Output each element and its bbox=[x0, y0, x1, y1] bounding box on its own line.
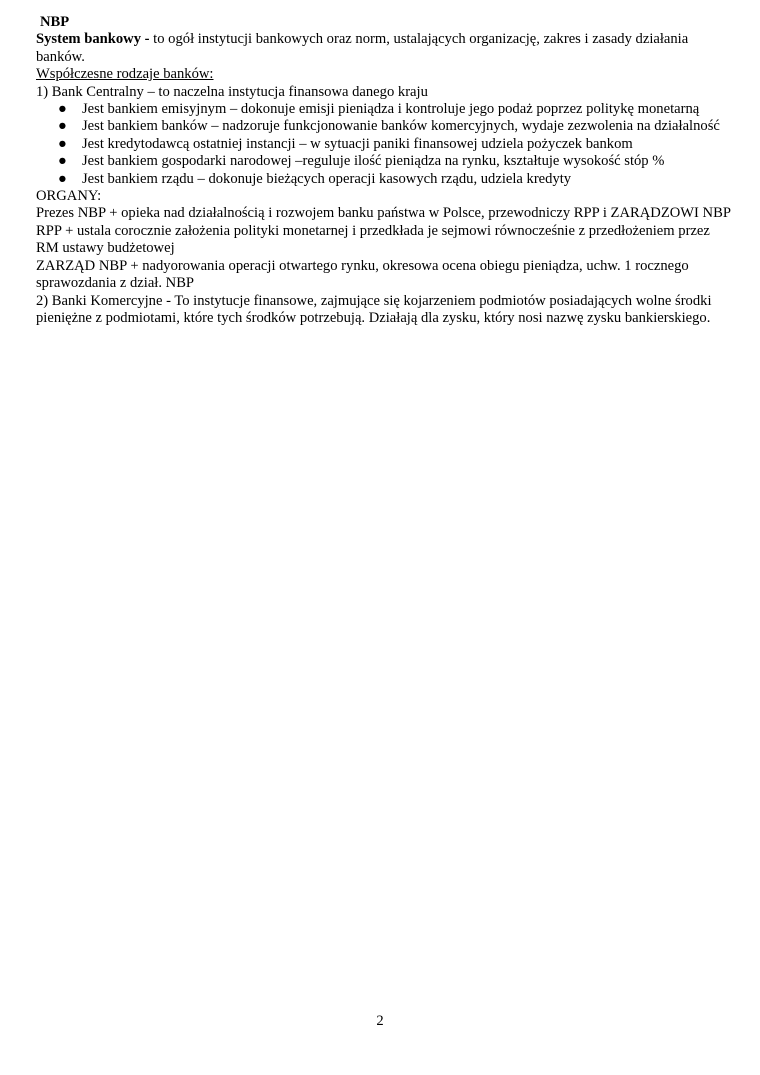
bullet-icon: ● bbox=[58, 135, 67, 152]
list-item bbox=[36, 101, 736, 118]
list-item bbox=[36, 171, 736, 188]
definition-paragraph bbox=[36, 31, 736, 66]
document-title: NBP bbox=[40, 14, 70, 30]
central-bank-points bbox=[36, 101, 736, 188]
bullet-icon: ● bbox=[58, 101, 67, 118]
list-item bbox=[36, 136, 736, 153]
section-heading: Współczesne rodzaje banków: bbox=[36, 66, 214, 83]
list-item-text: Jest bankiem gospodarki narodowej –reguluje ilość pieniądza na rynku, kształtuje wysokość stóp % bbox=[82, 153, 665, 170]
bullet-icon: ● bbox=[58, 170, 67, 187]
organ-paragraph: RPP + ustala corocznie założenia polityki monetarnej i przedkłada je sejmowi równocześnie z przedłożeniem przez RM ustawy budżetowej bbox=[36, 222, 710, 257]
bullet-icon: ● bbox=[58, 118, 67, 135]
definition-term: System bankowy - bbox=[36, 31, 150, 48]
organ-paragraph: Prezes NBP + opieka nad działalnością i rozwojem banku państwa w Polsce, przewodniczy RPP i ZARĄDZOWI NBP bbox=[36, 205, 731, 222]
page-number: 2 bbox=[376, 1013, 384, 1029]
list-item-text: Jest bankiem rządu – dokonuje bieżących operacji kasowych rządu, udziela kredyty bbox=[82, 170, 572, 187]
commercial-banks-paragraph: 2) Banki Komercyjne - To instytucje finansowe, zajmujące się kojarzeniem podmiotów posiadających wolne środki pieniężne z podmiotami, które tych środków potrzebują. Działają dla zysku, który nosi nazwę zysku bankierskiego. bbox=[36, 292, 712, 326]
organs-heading: ORGANY: bbox=[36, 188, 102, 205]
list-item-text: Jest bankiem emisyjnym – dokonuje emisji pieniądza i kontroluje jego podaż poprzez politykę monetarną bbox=[82, 101, 700, 118]
list-item-text: Jest kredytodawcą ostatniej instancji – w sytuacji paniki finansowej udziela pożyczek bankom bbox=[82, 135, 633, 152]
list-item-text: Jest bankiem banków – nadzoruje funkcjonowanie banków komercyjnych, wydaje zezwolenia na działalność bbox=[82, 118, 720, 135]
definition-text: to ogół instytucji bankowych oraz norm, ustalających organizację, zakres i zasady działania banków. bbox=[36, 31, 689, 65]
document-page bbox=[36, 14, 736, 327]
list-item bbox=[36, 118, 736, 135]
list-item bbox=[36, 153, 736, 170]
central-bank-heading: 1) Bank Centralny – to naczelna instytucja finansowa danego kraju bbox=[36, 83, 428, 100]
bullet-icon: ● bbox=[58, 153, 67, 170]
organ-paragraph: ZARZĄD NBP + nadyorowania operacji otwartego rynku, okresowa ocena obiegu pieniądza, uchw. 1 rocznego sprawozdania z dział. NBP bbox=[36, 257, 689, 292]
